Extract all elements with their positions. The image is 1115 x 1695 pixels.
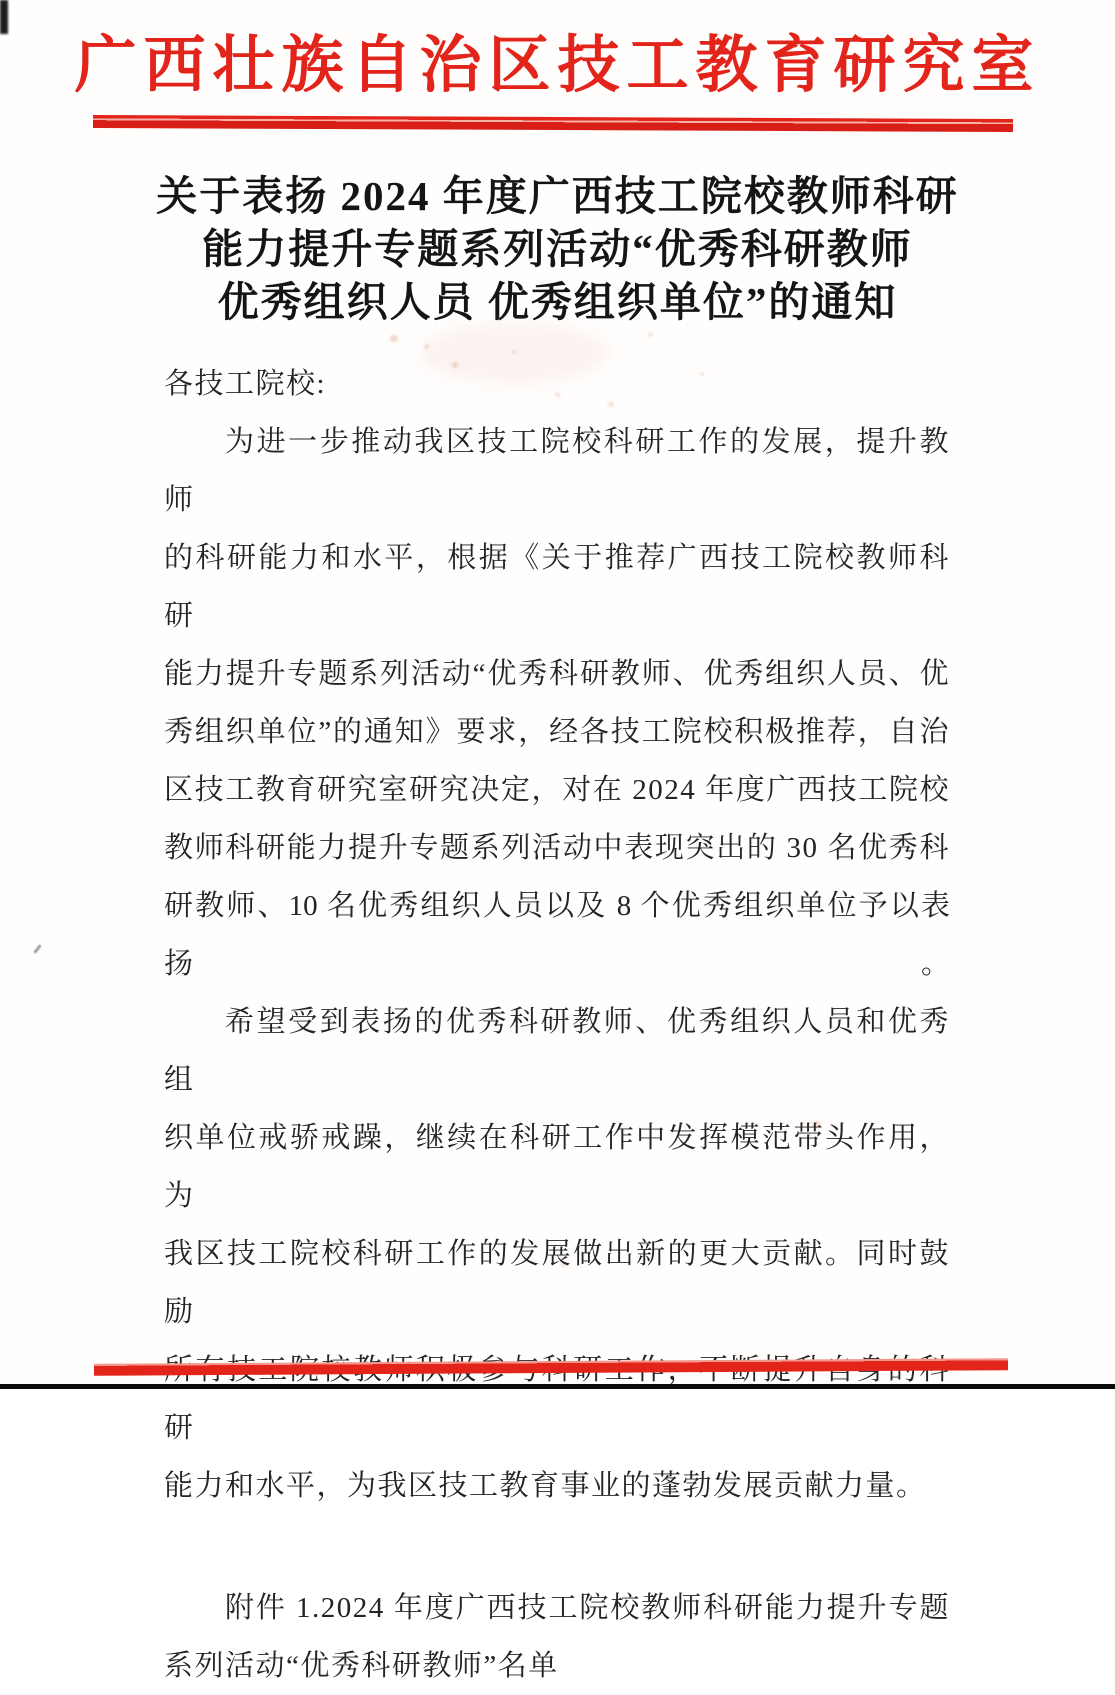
body-line: 秀组织单位”的通知》要求，经各技工院校积极推荐，自治 (164, 716, 950, 748)
letterhead-separator-line (93, 115, 1013, 132)
scan-speckle (648, 332, 653, 337)
body-line: 区技工教育研究室研究决定，对在 2024 年度广西技工院校 (164, 774, 950, 806)
body-line: 为进一步推动我区技工院校科研工作的发展，提升教师 (164, 426, 950, 516)
notice-body (164, 355, 950, 1695)
attachment-line: 附件 1.2024 年度广西技工院校教师科研能力提升专题 (225, 1592, 950, 1624)
scan-artifact-tick (33, 944, 42, 954)
body-line: 能力提升专题系列活动“优秀科研教师、优秀组织人员、优 (164, 658, 950, 690)
scan-artifact-corner (0, 0, 8, 34)
scan-speckle (390, 335, 398, 342)
body-line: 研 (164, 1412, 195, 1444)
letterhead-title: 广西壮族自治区技工教育研究室 (74, 32, 1041, 100)
body-line: 希望受到表扬的优秀科研教师、优秀组织人员和优秀组 (164, 1006, 950, 1096)
notice-title-line-1: 关于表扬 2024 年度广西技工院校教师科研 (156, 173, 959, 219)
body-line: 能力和水平，为我区技工教育事业的蓬勃发展贡献力量。 (164, 1470, 927, 1502)
scan-speckle (424, 344, 429, 349)
attachment-line: 系列活动“优秀科研教师”名单 (164, 1650, 559, 1682)
body-line: 我区技工院校科研工作的发展做出新的更大贡献。同时鼓励 (164, 1238, 950, 1328)
body-line: 的科研能力和水平，根据《关于推荐广西技工院校教师科研 (164, 542, 950, 632)
notice-title (0, 170, 1115, 329)
body-line: 教师科研能力提升专题系列活动中表现突出的 30 名优秀科 (164, 832, 950, 864)
attachment-note (164, 1579, 950, 1695)
scan-bottom-edge (0, 1384, 1115, 1389)
notice-title-line-2: 能力提升专题系列活动“优秀科研教师 (202, 226, 913, 272)
body-line: 织单位戒骄戒躁，继续在科研工作中发挥模范带头作用，为 (164, 1122, 950, 1212)
notice-title-line-3: 优秀组织人员 优秀组织单位”的通知 (217, 279, 898, 325)
scan-speckle (512, 350, 516, 354)
salutation: 各技工院校: (164, 368, 327, 400)
body-line: 研教师、10 名优秀组织人员以及 8 个优秀组织单位予以表扬。 (164, 890, 950, 980)
